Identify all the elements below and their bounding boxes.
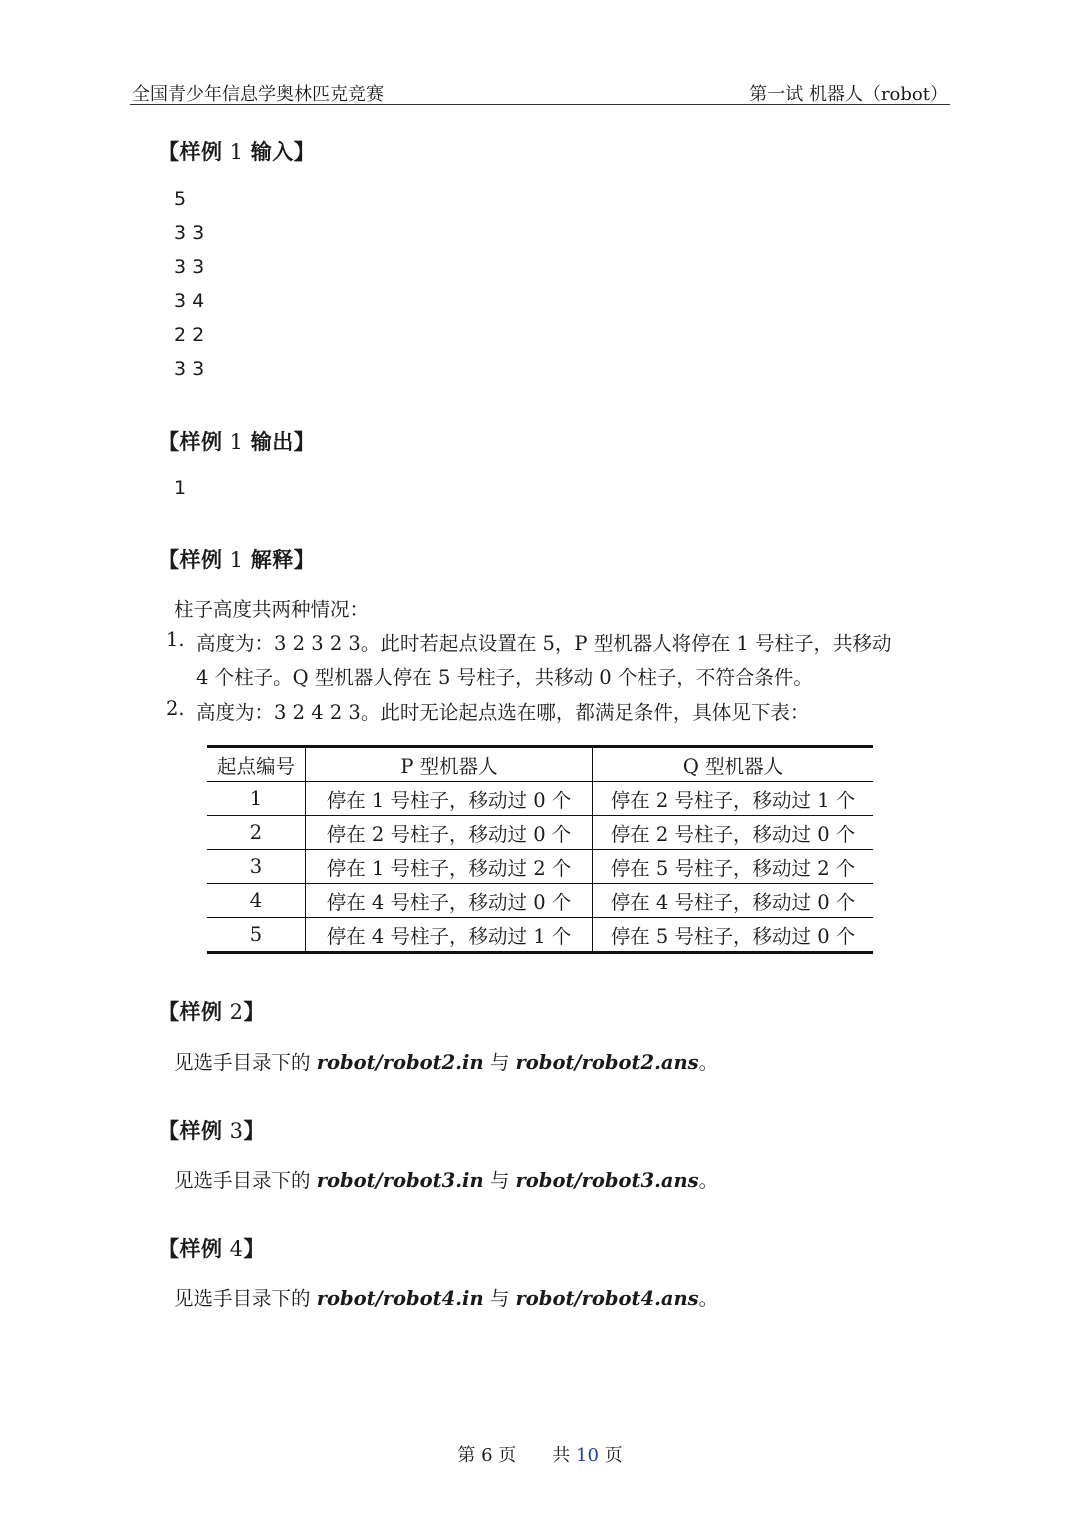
table-row — [207, 884, 873, 918]
table-cell: 1 — [207, 782, 306, 816]
table-cell: 停在 2 号柱子，移动过 0 个 — [593, 816, 874, 850]
explain-item2-number: 2. — [166, 697, 185, 720]
robot-stop-table — [207, 745, 873, 954]
explain-item2-line1: 高度为：3 2 4 2 3。此时无论起点选在哪，都满足条件，具体见下表： — [196, 701, 810, 724]
table-cell: 停在 4 号柱子，移动过 0 个 — [593, 884, 874, 918]
page-number: 第 6 页 — [457, 1445, 517, 1466]
total-pages: 共 10 页 — [552, 1445, 623, 1466]
sample1-input-line: 3 3 — [174, 256, 205, 278]
sample1-input-line: 3 3 — [174, 358, 205, 380]
table-cell: 5 — [207, 918, 306, 953]
sample4-text: 见选手目录下的 robot/robot4.in 与 robot/robot4.ans。 — [174, 1287, 719, 1310]
sample1-input-line: 3 4 — [174, 290, 205, 312]
table-cell: 停在 4 号柱子，移动过 0 个 — [306, 884, 593, 918]
sample2-title: 【样例 2】 — [158, 1000, 266, 1024]
sample1-explain-title: 【样例 1 解释】 — [158, 548, 316, 572]
sample1-input-line: 3 3 — [174, 222, 205, 244]
sample2-input-path: robot/robot2.in — [316, 1051, 484, 1074]
table-cell: 4 — [207, 884, 306, 918]
sample3-title: 【样例 3】 — [158, 1119, 266, 1143]
sample4-input-path: robot/robot4.in — [316, 1287, 484, 1310]
sample1-input-line: 5 — [174, 188, 187, 210]
page-footer — [0, 1441, 1080, 1467]
sample1-output-title: 【样例 1 输出】 — [158, 430, 316, 454]
header-problem-name: 第一试 机器人（robot） — [749, 84, 948, 105]
table-cell: 2 — [207, 816, 306, 850]
sample2-text: 见选手目录下的 robot/robot2.in 与 robot/robot2.ans。 — [174, 1051, 719, 1074]
table-cell: 停在 2 号柱子，移动过 1 个 — [593, 782, 874, 816]
sample1-input-title: 【样例 1 输入】 — [158, 140, 316, 164]
header-contest-name: 全国青少年信息学奥林匹克竞赛 — [132, 84, 384, 105]
sample3-input-path: robot/robot3.in — [316, 1169, 484, 1192]
explain-item1-line2: 4 个柱子。Q 型机器人停在 5 号柱子，共移动 0 个柱子，不符合条件。 — [196, 666, 813, 689]
sample1-input-line: 2 2 — [174, 324, 205, 346]
page-header — [130, 78, 950, 105]
table-cell: 停在 2 号柱子，移动过 0 个 — [306, 816, 593, 850]
sample3-text: 见选手目录下的 robot/robot3.in 与 robot/robot3.ans。 — [174, 1169, 719, 1192]
table-row — [207, 850, 873, 884]
table-cell: 停在 1 号柱子，移动过 2 个 — [306, 850, 593, 884]
table-cell: 停在 1 号柱子，移动过 0 个 — [306, 782, 593, 816]
sample1-output-line: 1 — [174, 477, 187, 499]
sample4-answer-path: robot/robot4.ans — [515, 1287, 699, 1310]
table-row — [207, 816, 873, 850]
table-cell: 停在 4 号柱子，移动过 1 个 — [306, 918, 593, 953]
explain-item1-line1: 高度为：3 2 3 2 3。此时若起点设置在 5，P 型机器人将停在 1 号柱子，共移动 — [196, 632, 892, 655]
table-header-cell: 起点编号 — [207, 747, 306, 782]
table-header-row — [207, 747, 873, 782]
table-header-cell: Q 型机器人 — [593, 747, 874, 782]
sample2-answer-path: robot/robot2.ans — [515, 1051, 699, 1074]
table-row — [207, 918, 873, 953]
table-cell: 停在 5 号柱子，移动过 0 个 — [593, 918, 874, 953]
explain-item1-number: 1. — [166, 628, 185, 651]
table-row — [207, 782, 873, 816]
table-header-cell: P 型机器人 — [306, 747, 593, 782]
sample4-title: 【样例 4】 — [158, 1237, 266, 1261]
table-cell: 3 — [207, 850, 306, 884]
explain-intro: 柱子高度共两种情况： — [174, 598, 370, 621]
sample3-answer-path: robot/robot3.ans — [515, 1169, 699, 1192]
table-cell: 停在 5 号柱子，移动过 2 个 — [593, 850, 874, 884]
